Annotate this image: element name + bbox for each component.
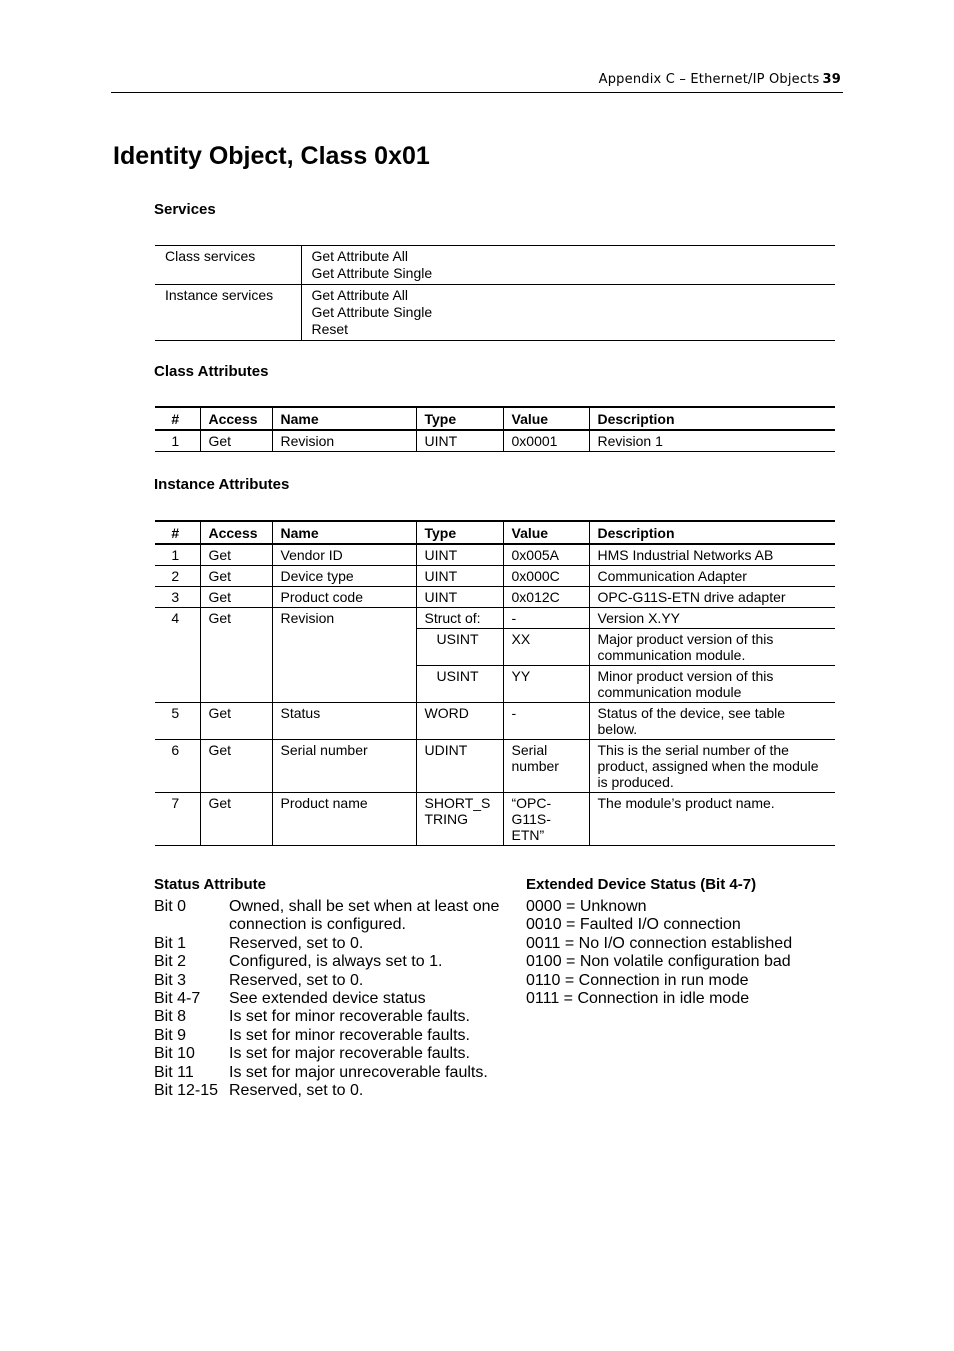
service-item: Get Attribute All [311,287,408,303]
table-cell: Get [200,544,272,566]
table-cell: Struct of: [416,608,503,629]
table-cell: This is the serial number of the product, assigned when the module is produced. [589,740,835,793]
table-cell: UINT [416,566,503,587]
status-bit-row [154,935,514,953]
status-bit-description: See extended device status [229,990,426,1008]
table-cell: The module’s product name. [589,793,835,846]
table-cell: Product code [272,587,416,608]
column-header: Name [272,407,416,430]
status-bit-description: Is set for major unrecoverable faults. [229,1063,488,1081]
table-cell: Device type [272,566,416,587]
table-cell: “OPC- G11S- ETN” [503,793,589,846]
status-attribute-heading: Status Attribute [154,876,266,893]
table-cell: WORD [416,703,503,740]
header-text: Appendix C – Ethernet/IP Objects [598,72,820,87]
table-cell: Get [200,608,272,703]
status-bit-label: Bit 9 [154,1026,187,1044]
table-cell: XX [503,629,589,666]
page-header [111,72,843,93]
table-cell: - [503,608,589,629]
status-bit-row [154,898,514,935]
status-bit-label: Bit 4-7 [154,990,201,1008]
table-cell: 0x000C [503,566,589,587]
table-row [155,703,835,740]
status-bit-label: Bit 11 [154,1063,194,1081]
table-row [155,608,835,629]
services-table [155,245,835,341]
extended-status-list [526,876,836,1008]
page-title: Identity Object, Class 0x01 [113,142,430,170]
status-bit-label: Bit 3 [154,971,187,989]
service-item: Get Attribute Single [311,304,433,320]
column-header: # [171,525,180,541]
service-list [301,285,835,341]
status-bit-description: Reserved, set to 0. [229,1082,364,1100]
table-row [155,793,835,846]
table-cell: 4 [171,610,180,626]
table-cell: 5 [171,705,180,721]
table-cell: Status [272,703,416,740]
status-bit-label: Bit 1 [154,934,187,952]
table-cell: Revision [272,430,416,452]
extended-status-item: 0100 = Non volatile configuration bad [526,953,791,971]
status-bit-description: Reserved, set to 0. [229,971,364,989]
status-bit-label: Bit 2 [154,953,187,971]
instance-attributes-heading: Instance Attributes [154,476,290,493]
service-item: Get Attribute All [311,248,408,264]
table-cell: USINT [416,629,503,666]
status-bit-description: Configured, is always set to 1. [229,953,443,971]
extended-status-heading: Extended Device Status (Bit 4-7) [526,876,757,893]
table-row [155,430,835,452]
table-cell: Get [200,587,272,608]
column-header: Type [416,521,503,544]
service-item: Reset [311,321,349,337]
status-bit-description: Is set for minor recoverable faults. [229,1008,470,1026]
table-cell: Get [200,793,272,846]
table-cell: 2 [171,568,180,584]
table-cell: Product name [272,793,416,846]
service-item: Get Attribute Single [311,265,433,281]
table-cell: Serial number [503,740,589,793]
extended-status-item: 0000 = Unknown [526,898,647,915]
status-bit-row [154,953,514,971]
status-bit-row [154,972,514,990]
table-cell: 3 [171,589,180,605]
status-bit-label: Bit 0 [154,898,187,915]
table-cell: HMS Industrial Networks AB [589,544,835,566]
class-attributes-table [155,406,835,452]
table-cell: Version X.YY [589,608,835,629]
column-header: Access [200,521,272,544]
class-attributes-heading: Class Attributes [154,363,269,380]
table-cell: 1 [171,547,180,563]
table-cell: 0x012C [503,587,589,608]
status-bit-description: Is set for major recoverable faults. [229,1045,470,1063]
status-bit-description: Owned, shall be set when at least one connection is configured. [229,898,500,934]
column-header: Access [200,407,272,430]
table-cell: 0x0001 [503,430,589,452]
table-cell: Communication Adapter [589,566,835,587]
table-cell: OPC-G11S-ETN drive adapter [589,587,835,608]
table-cell: YY [503,666,589,703]
status-bit-description: Is set for minor recoverable faults. [229,1026,470,1044]
extended-status-item: 0110 = Connection in run mode [526,971,749,989]
services-row [155,285,835,341]
table-row [155,587,835,608]
table-cell: 7 [171,795,180,811]
table-cell: Status of the device, see table below. [589,703,835,740]
table-cell: Serial number [272,740,416,793]
table-row [155,740,835,793]
column-header: Name [272,521,416,544]
instance-attributes-table [155,520,835,846]
table-cell: Revision 1 [589,430,835,452]
services-row [155,246,835,285]
table-cell: Vendor ID [272,544,416,566]
status-bit-row [154,990,514,1008]
table-cell: Revision [272,608,416,703]
status-bit-row [154,1045,514,1063]
service-list [301,246,835,285]
extended-status-item: 0111 = Connection in idle mode [526,990,750,1008]
table-cell: Get [200,430,272,452]
table-cell: UINT [416,430,503,452]
table-row [155,566,835,587]
table-cell: Get [200,740,272,793]
status-bit-row [154,1008,514,1026]
status-bit-row [154,1064,514,1082]
status-bit-row [154,1082,514,1100]
table-cell: SHORT_S TRING [416,793,503,846]
status-attribute-list [154,876,514,1100]
table-cell: UINT [416,544,503,566]
table-cell: Get [200,703,272,740]
table-cell: Get [200,566,272,587]
services-heading: Services [154,201,216,218]
table-cell: - [503,703,589,740]
table-cell: Minor product version of this communication module [589,666,835,703]
status-bit-row [154,1027,514,1045]
table-row [155,544,835,566]
service-type-label: Instance services [165,287,274,303]
status-bit-description: Reserved, set to 0. [229,934,364,952]
table-cell: 0x005A [503,544,589,566]
status-bit-label: Bit 8 [154,1008,187,1026]
service-type-label: Class services [165,248,256,264]
extended-status-item: 0010 = Faulted I/O connection [526,916,741,934]
column-header: Description [589,521,835,544]
column-header: # [171,411,180,427]
extended-status-item: 0011 = No I/O connection established [526,934,793,952]
column-header: Description [589,407,835,430]
column-header: Type [416,407,503,430]
table-cell: USINT [416,666,503,703]
table-cell: 6 [171,742,180,758]
table-cell: 1 [171,433,180,449]
page-number: 39 [822,72,841,87]
table-cell: UDINT [416,740,503,793]
column-header: Value [503,407,589,430]
status-bit-label: Bit 12-15 [154,1082,219,1100]
table-cell: Major product version of this communication module. [589,629,835,666]
status-bit-label: Bit 10 [154,1045,195,1063]
column-header: Value [503,521,589,544]
table-cell: UINT [416,587,503,608]
